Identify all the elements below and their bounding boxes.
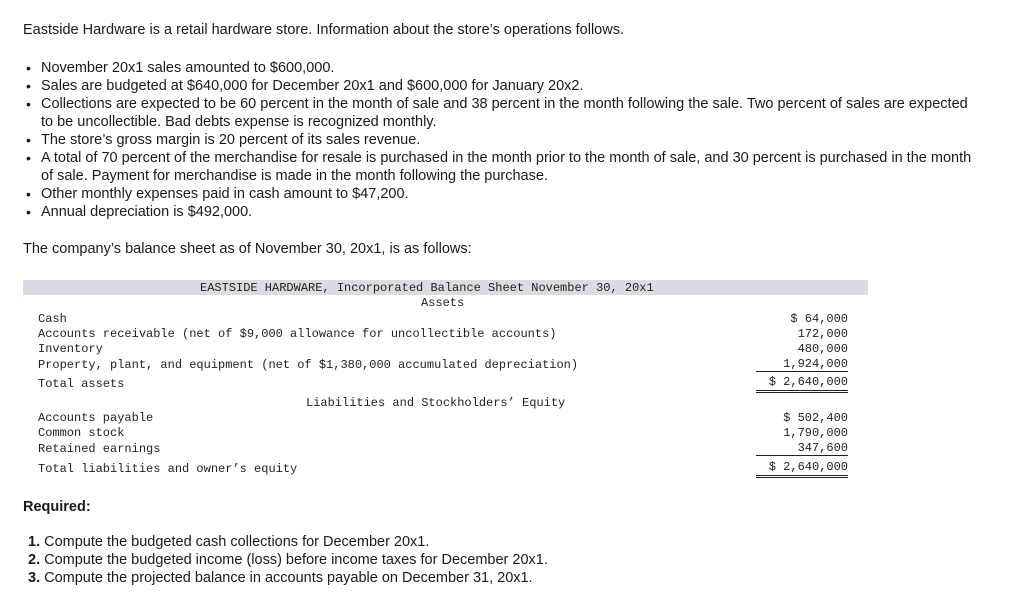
total-assets-label: Total assets xyxy=(38,377,125,391)
balance-sheet xyxy=(23,280,868,480)
list-item xyxy=(28,533,548,551)
cash-label: Cash xyxy=(38,312,67,326)
list-item: • November 20x1 sales amounted to $600,000. xyxy=(23,59,983,77)
balance-sheet-title: EASTSIDE HARDWARE, Incorporated Balance Sheet November 30, 20x1 xyxy=(200,281,654,295)
list-item: • A total of 70 percent of the merchandise for resale is purchased in the month prior to the month of sale, and 30 percent is purchased in the month of sale. Payment for merchandise is made in the month following the purchase. xyxy=(23,149,983,185)
total-liabilities-rule xyxy=(756,475,848,478)
total-liabilities-label: Total liabilities and owner’s equity xyxy=(38,462,298,476)
list-item xyxy=(28,569,548,587)
common-stock-value: 1,790,000 xyxy=(783,426,848,440)
requirement-number: 2. xyxy=(28,552,41,568)
requirement-text: Compute the budgeted cash collections for December 20x1. xyxy=(44,534,430,550)
retained-earnings-label: Retained earnings xyxy=(38,442,161,456)
list-item: • Collections are expected to be 60 percent in the month of sale and 38 percent in the month following the sale. Two percent of sales are expected to be uncollectible. Bad debts expense is recognized monthly. xyxy=(23,95,983,131)
balance-sheet-intro: The company’s balance sheet as of November 30, 20x1, is as follows: xyxy=(23,241,472,257)
total-liabilities-value: $ 2,640,000 xyxy=(768,460,848,474)
list-item: • Sales are budgeted at $640,000 for December 20x1 and $600,000 for January 20x2. xyxy=(23,77,983,95)
requirement-text: Compute the budgeted income (loss) before income taxes for December 20x1. xyxy=(44,552,548,568)
requirement-number: 1. xyxy=(28,534,41,550)
requirements-list xyxy=(28,533,548,587)
requirement-number: 3. xyxy=(28,570,41,586)
liabilities-heading: Liabilities and Stockholders’ Equity xyxy=(306,396,566,410)
requirement-text: Compute the projected balance in accounts payable on December 31, 20x1. xyxy=(44,570,533,586)
total-assets-value: $ 2,640,000 xyxy=(768,375,848,389)
list-item: • Other monthly expenses paid in cash amount to $47,200. xyxy=(23,185,983,203)
common-stock-label: Common stock xyxy=(38,426,125,440)
accounts-receivable-label: Accounts receivable (net of $9,000 allowance for uncollectible accounts) xyxy=(38,327,557,341)
intro-paragraph: Eastside Hardware is a retail hardware store. Information about the store’s operations follows. xyxy=(23,22,624,38)
operations-list xyxy=(23,59,983,221)
accounts-payable-label: Accounts payable xyxy=(38,411,154,425)
ppe-label: Property, plant, and equipment (net of $1,380,000 accumulated depreciation) xyxy=(38,358,579,372)
total-assets-rule xyxy=(756,390,848,393)
subtotal-rule xyxy=(756,455,848,456)
inventory-label: Inventory xyxy=(38,342,103,356)
accounts-receivable-value: 172,000 xyxy=(797,327,848,341)
list-item xyxy=(28,551,548,569)
cash-value: $ 64,000 xyxy=(790,312,848,326)
accounts-payable-value: $ 502,400 xyxy=(783,411,848,425)
balance-sheet-header xyxy=(23,280,868,295)
inventory-value: 480,000 xyxy=(797,342,848,356)
assets-heading: Assets xyxy=(421,296,465,310)
ppe-value: 1,924,000 xyxy=(783,357,848,371)
list-item: • The store’s gross margin is 20 percent of its sales revenue. xyxy=(23,131,983,149)
subtotal-rule xyxy=(756,371,848,372)
required-heading: Required: xyxy=(23,499,91,515)
list-item: • Annual depreciation is $492,000. xyxy=(23,203,983,221)
retained-earnings-value: 347,600 xyxy=(797,441,848,455)
